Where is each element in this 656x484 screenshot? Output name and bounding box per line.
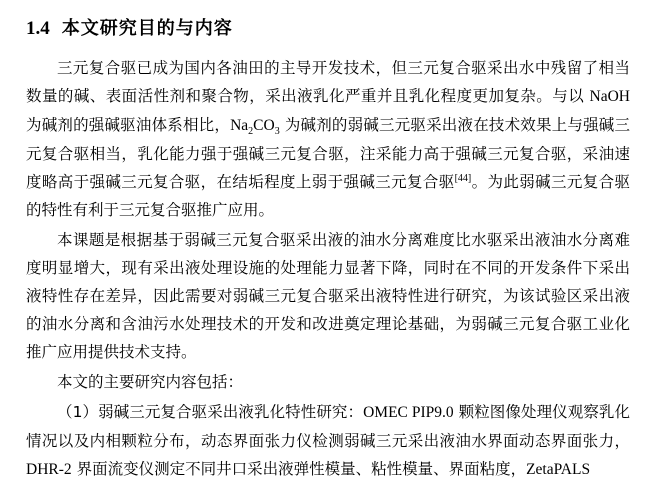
para-1-seg-1: 三元复合驱已成为国内各油田的主导开发技术，但三元复合驱采出水中残留了相当数量的碱、表面活性剂和聚合物，采出液乳化严重并且乳化程度更加复杂。与以 [26, 59, 630, 105]
instrument-dhr2: DHR-2 [26, 461, 72, 478]
document-body [26, 54, 630, 484]
paragraph-4 [26, 398, 630, 484]
chem-co: CO [253, 117, 275, 134]
para-1-chem-naoh: NaOH [589, 88, 630, 105]
para-1-seg-3: 为碱剂的弱碱三元驱采出液在技术效果上与强碱三元复合驱相当，乳化能力强于强碱三元复合驱，注采能力高于强碱三元复合驱，采油速度略高于强碱三元复合驱，在结垢程度上弱于强碱三元复合驱 [26, 116, 630, 191]
para-4-seg-2: 颗粒图像处理仪观察乳化情况以及内相颗粒分布，动态界面张力仪检测弱碱三元采出液油水界面动态界面张力， [26, 403, 630, 450]
paragraph-1 [26, 54, 630, 224]
para-1-seg-4: 。为此弱碱三元复合驱的特性有利于三元复合驱推广应用。 [26, 173, 630, 219]
para-1-chem-na2co3 [230, 117, 280, 138]
para-1-seg-2: 为碱剂的强碱驱油体系相比， [26, 116, 231, 134]
para-4-seg-1: （1）弱碱三元复合驱采出液乳化特性研究： [57, 403, 364, 421]
instrument-omec-pip: OMEC PIP9.0 [363, 404, 454, 421]
instrument-zetapals: ZetaPALS [526, 461, 591, 478]
chem-co-sub: 3 [274, 126, 280, 138]
paragraph-3: 本文的主要研究内容包括： [57, 373, 244, 391]
paragraph-2: 本课题是根据基于弱碱三元复合驱采出液的油水分离难度比水驱采出液油水分离难度明显增大，现有采出液处理设施的处理能力显著下降，同时在不同的开发条件下采出液特性存在差异，因此需要对弱碱三元复合驱采出液特性进行研究，为该试验区采出液的油水分离和含油污水处理技术的开发和改进奠定理论基础，为弱碱三元复合驱工业化推广应用提供技术支持。 [26, 231, 630, 361]
section-heading [26, 14, 656, 40]
para-4-seg-3: 界面流变仪测定不同井口采出液弹性模量、粘性模量、界面粘度， [71, 460, 527, 478]
document-page [0, 14, 656, 478]
citation-reference-44: [44] [454, 172, 472, 184]
chem-na-sub: 2 [248, 126, 254, 138]
section-title: 本文研究目的与内容 [61, 18, 233, 39]
section-number: 1.4 [26, 18, 50, 39]
chem-na: Na [230, 117, 249, 134]
